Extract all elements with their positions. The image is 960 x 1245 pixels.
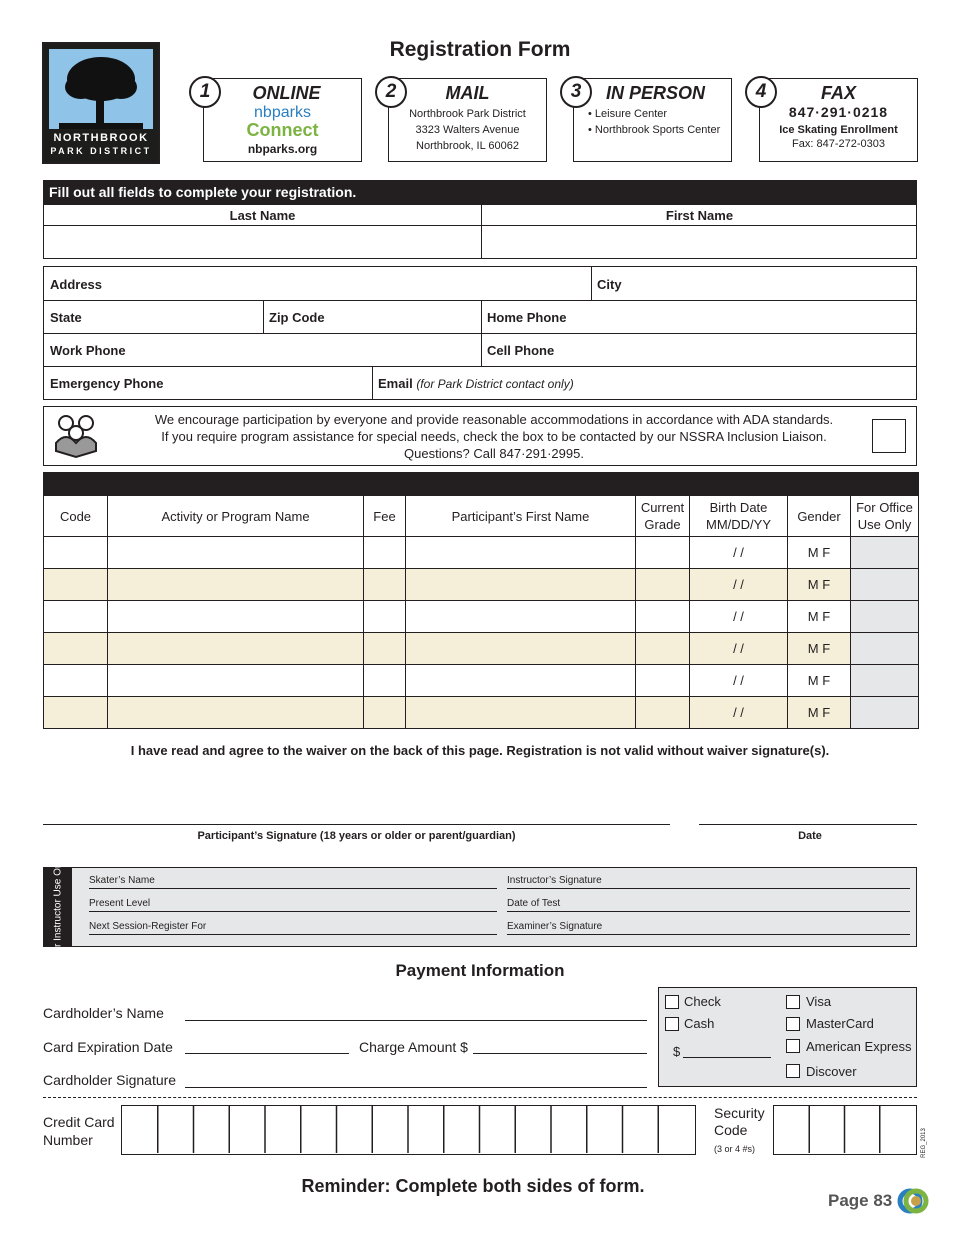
cardholder-signature-line[interactable] [185,1087,647,1088]
col-grade: Current Grade [636,496,690,537]
fax-enrollment: Ice Skating Enrollment [779,124,898,136]
table-row [44,665,919,697]
fax-line3: Fax: 847-272-0303 [792,138,885,150]
security-code-boxes[interactable] [773,1105,917,1155]
expiration-line[interactable] [185,1053,349,1054]
side-code: REG_2013 [921,1128,927,1158]
check-label: Check [684,994,721,1009]
table-row [44,697,919,729]
cash-label: Cash [684,1016,715,1031]
form-instruction-bar: Fill out all fields to complete your registration. [43,180,917,204]
discover-label: Discover [806,1064,857,1079]
gender-cell[interactable]: M F [788,537,851,569]
email-field[interactable] [378,376,574,391]
fax-heading: FAX [820,83,856,103]
ada-line2: If you require program assistance for special needs, check the box to be contacted by our NSSRA Inclusion Liaison. [161,429,827,444]
visa-label: Visa [806,994,832,1009]
col-birthdate: Birth Date MM/DD/YY [690,496,788,537]
signature-label: Participant’s Signature (18 years or older or parent/guardian) [197,830,516,842]
ada-line1: We encourage participation by everyone and provide reasonable accommodations in accordance with ADA standards. [154,412,834,427]
ada-line3: Questions? Call 847·291·2995. [404,446,584,461]
page-number: Page 83 [828,1191,893,1210]
mastercard-label: MasterCard [806,1016,874,1031]
online-heading: ONLINE [252,83,321,103]
examiner-signature-field[interactable]: Examiner’s Signature [507,921,910,935]
date-cell[interactable]: / / [690,665,788,697]
swirl-logo-icon [894,1186,932,1221]
col-gender: Gender [788,496,851,537]
credit-card-label: Credit Card Number [43,1114,115,1148]
mail-line1: Northbrook Park District [409,108,526,120]
state-field[interactable]: State [50,310,82,325]
present-level-field[interactable]: Present Level [89,898,497,912]
table-row [44,569,919,601]
col-activity: Activity or Program Name [108,496,364,537]
logo-line1: NORTHBROOK [53,132,149,144]
mail-line3: Northbrook, IL 60062 [416,140,519,152]
check-checkbox[interactable] [665,995,679,1009]
instructor-side-label: For Instructor Use Only [44,868,72,946]
step-4-badge: 4 [745,76,777,108]
logo-line2: PARK DISTRICT [50,146,152,156]
online-box [203,78,362,162]
instructor-signature-field[interactable]: Instructor’s Signature [507,875,910,889]
address-field[interactable]: Address [50,277,103,292]
mastercard-checkbox[interactable] [786,1017,800,1031]
first-name-label: First Name [665,208,734,223]
waiver-text: I have read and agree to the waiver on the back of this page. Registration is not valid without waiver signature(s). [130,743,830,758]
gender-cell[interactable]: M F [788,633,851,665]
mail-line2: 3323 Walters Avenue [415,124,520,136]
ada-checkbox[interactable] [872,419,906,453]
cardholder-signature-label: Cardholder Signature [43,1072,177,1088]
date-line[interactable] [699,824,917,825]
first-name-field[interactable] [484,227,916,257]
col-office: For Office Use Only [851,496,919,537]
date-of-test-field[interactable]: Date of Test [507,898,910,912]
dashed-divider [43,1097,917,1098]
reminder-text: Reminder: Complete both sides of form. [301,1176,645,1196]
gender-cell[interactable]: M F [788,697,851,729]
email-note: (for Park District contact only) [416,377,574,391]
in-person-line2: • Northbrook Sports Center [588,124,721,136]
nbparks-url[interactable]: nbparks.org [247,142,318,156]
work-phone-field[interactable]: Work Phone [50,343,126,358]
fax-number: 847·291·0218 [788,104,889,120]
security-code-label: Security Code (3 or 4 #s) [714,1105,765,1154]
table-row [44,537,919,569]
cell-phone-field[interactable]: Cell Phone [487,343,555,358]
activity-table [43,472,919,729]
cardholder-name-label: Cardholder’s Name [43,1005,164,1021]
name-section [43,204,917,259]
charge-amount-label: Charge Amount $ [359,1039,468,1055]
activity-header-bar [44,473,919,496]
table-row [44,601,919,633]
in-person-heading: IN PERSON [606,83,706,103]
gender-cell[interactable]: M F [788,601,851,633]
home-phone-field[interactable]: Home Phone [487,310,567,325]
step-3-badge: 3 [560,76,592,108]
ada-section [43,406,917,466]
amex-checkbox[interactable] [786,1039,800,1053]
next-session-field[interactable]: Next Session-Register For [89,921,497,935]
payment-method-box [658,987,917,1087]
cardholder-name-line[interactable] [185,1020,647,1021]
date-cell[interactable]: / / [690,569,788,601]
step-2-badge: 2 [375,76,407,108]
cash-checkbox[interactable] [665,1017,679,1031]
gender-cell[interactable]: M F [788,569,851,601]
discover-checkbox[interactable] [786,1064,800,1078]
mail-heading: MAIL [445,83,490,103]
last-name-label: Last Name [229,208,296,223]
col-participant: Participant’s First Name [406,496,636,537]
credit-card-number-boxes[interactable] [121,1105,696,1155]
cash-amount-line[interactable] [683,1057,771,1058]
in-person-box [573,78,732,162]
last-name-field[interactable] [46,227,478,257]
skater-name-field[interactable]: Skater’s Name [89,875,497,889]
date-cell[interactable]: / / [690,697,788,729]
people-icon [52,413,100,464]
date-cell[interactable]: / / [690,633,788,665]
nbparks-text: nbparks [254,104,311,121]
expiration-label: Card Expiration Date [43,1039,173,1055]
dollar-label: $ [673,1044,681,1059]
city-field[interactable]: City [597,277,622,292]
gender-cell[interactable]: M F [788,665,851,697]
visa-checkbox[interactable] [786,995,800,1009]
ada-text [104,411,884,462]
in-person-line1: • Leisure Center [588,108,668,120]
charge-amount-line[interactable] [473,1053,647,1054]
col-code: Code [44,496,108,537]
date-cell[interactable]: / / [690,601,788,633]
zip-field[interactable]: Zip Code [269,310,325,325]
mail-box [388,78,547,162]
emergency-phone-field[interactable]: Emergency Phone [50,376,164,391]
amex-label: American Express [806,1039,912,1054]
email-label: Email [378,376,413,391]
page-title: Registration Form [389,38,571,61]
connect-text: Connect [246,120,319,140]
col-fee: Fee [364,496,406,537]
signature-line[interactable] [43,824,670,825]
date-cell[interactable]: / / [690,537,788,569]
table-row [44,633,919,665]
step-1-badge: 1 [189,76,221,108]
contact-section [43,266,917,400]
payment-title: Payment Information [395,961,565,980]
fax-box [759,78,918,162]
date-label: Date [798,830,822,842]
instructor-section [43,855,917,959]
